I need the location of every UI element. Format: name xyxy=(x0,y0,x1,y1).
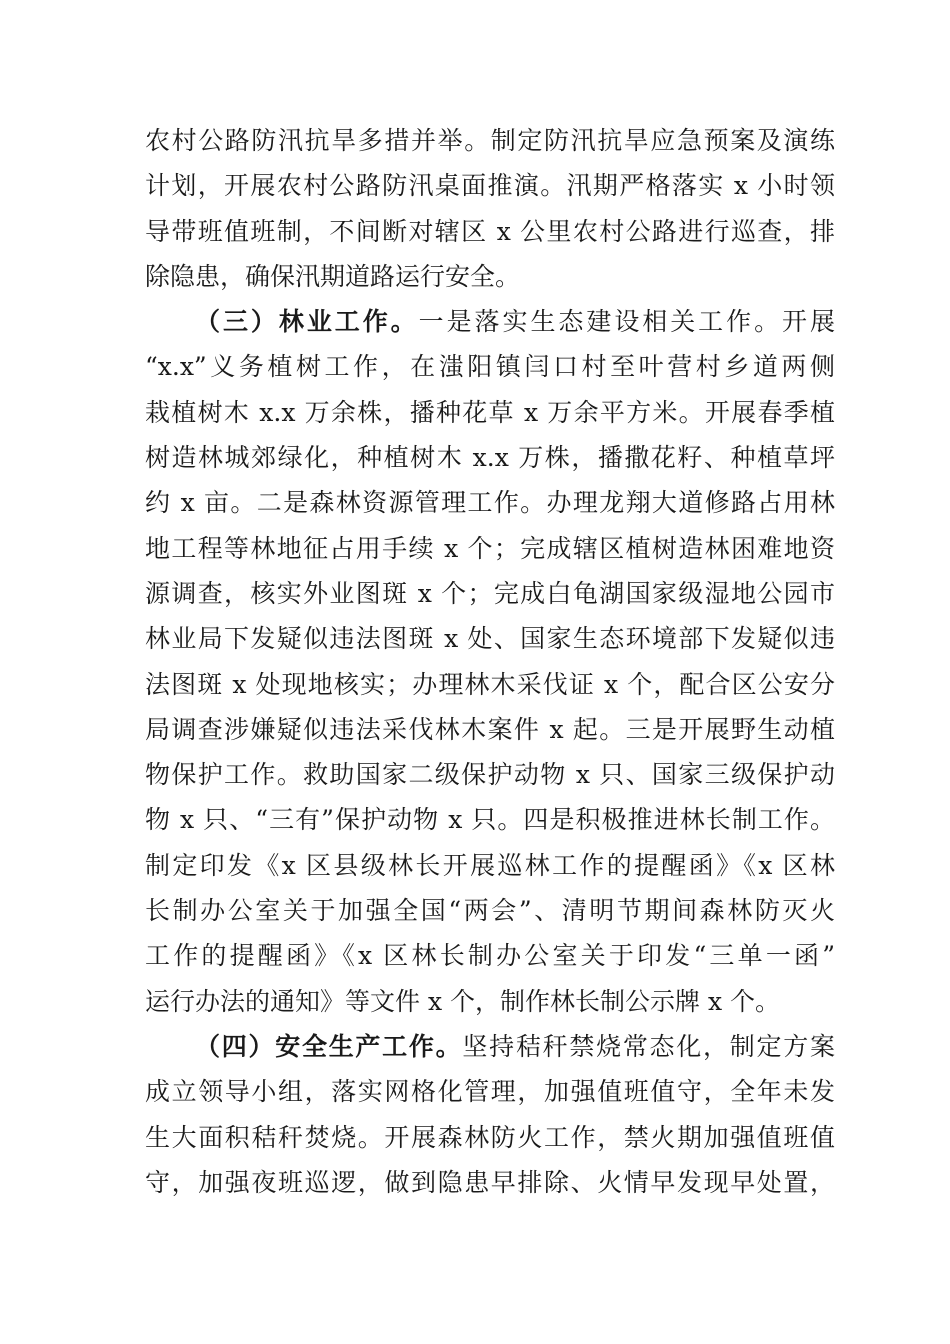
text-line: 树造林城郊绿化，种植树木 x.x 万株，播撒花籽、种植草坪 xyxy=(145,443,835,473)
text-line: 栽植树木 x.x 万余株，播种花草 x 万余平方米。开展春季植 xyxy=(145,397,835,427)
text-line: 运行办法的通知》等文件 x 个，制作林长制公示牌 x 个。 xyxy=(145,986,780,1016)
text-line: 生大面积秸秆焚烧。开展森林防火工作，禁火期加强值班值 xyxy=(145,1122,835,1152)
text-line: 除隐患，确保汛期道路运行安全。 xyxy=(145,261,521,291)
text-line: 约 x 亩。二是森林资源管理工作。办理龙翔大道修路占用林 xyxy=(145,488,835,518)
text-line: 源调查，核实外业图斑 x 个；完成白龟湖国家级湿地公园市 xyxy=(145,578,835,608)
text-line: 计划，开展农村公路防汛桌面推演。汛期严格落实 x 小时领 xyxy=(145,171,835,201)
text-line: 林业局下发疑似违法图斑 x 处、国家生态环境部下发疑似违 xyxy=(145,624,835,654)
text-line: 守，加强夜班巡逻，做到隐患早排除、火情早发现早处置， xyxy=(145,1167,835,1197)
text-line: 物 x 只、“三有”保护动物 x 只。四是积极推进林长制工作。 xyxy=(145,805,835,835)
section-heading-forestry: （三）林业工作。 xyxy=(195,307,419,337)
text-line: 工作的提醒函》《x 区林长制办公室关于印发“三单一函” xyxy=(145,941,835,971)
text-span: 一是落实生态建设相关工作。开展 xyxy=(418,307,835,337)
document-body xyxy=(145,118,835,1205)
paragraph-forestry xyxy=(145,299,835,1024)
text-line-first xyxy=(145,299,835,344)
text-span: 坚持秸秆禁烧常态化，制定方案 xyxy=(462,1031,835,1061)
section-heading-safety: （四）安全生产工作。 xyxy=(195,1031,463,1061)
paragraph-rural-roads xyxy=(145,118,835,299)
text-line: 长制办公室关于加强全国“两会”、清明节期间森林防灭火 xyxy=(145,896,835,926)
text-line: 导带班值班制，不间断对辖区 x 公里农村公路进行巡查，排 xyxy=(145,216,835,246)
text-line: 制定印发《x 区县级林长开展巡林工作的提醒函》《x 区林 xyxy=(145,850,835,880)
text-line-first xyxy=(145,1024,835,1069)
text-line: 地工程等林地征占用手续 x 个；完成辖区植树造林困难地资 xyxy=(145,533,835,563)
text-line: 法图斑 x 处现地核实；办理林木采伐证 x 个，配合区公安分 xyxy=(145,669,835,699)
text-line: 物保护工作。救助国家二级保护动物 x 只、国家三级保护动 xyxy=(145,760,835,790)
text-line: 局调查涉嫌疑似违法采伐林木案件 x 起。三是开展野生动植 xyxy=(145,714,835,744)
text-line: “x.x”义务植树工作，在滍阳镇闫口村至叶营村乡道两侧 xyxy=(145,352,835,382)
paragraph-safety-production xyxy=(145,1024,835,1205)
text-line: 成立领导小组，落实网格化管理，加强值班值守，全年未发 xyxy=(145,1077,835,1107)
text-line: 农村公路防汛抗旱多措并举。制定防汛抗旱应急预案及演练 xyxy=(145,126,835,155)
